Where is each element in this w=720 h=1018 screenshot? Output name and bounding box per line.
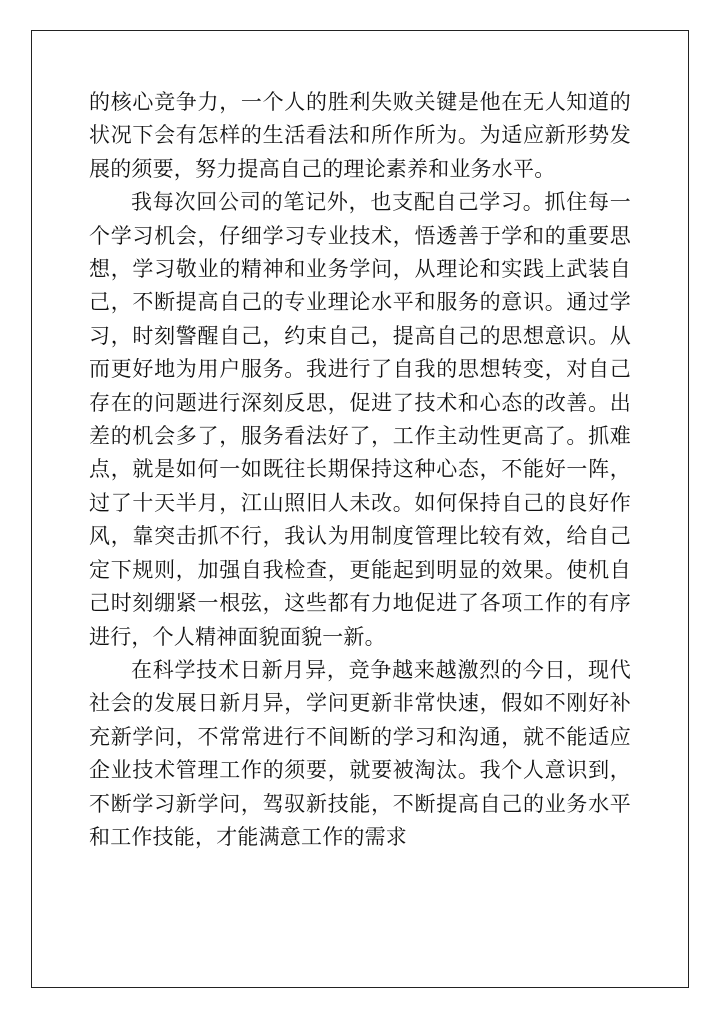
paragraph-1: 的核心竞争力，一个人的胜利失败关键是他在无人知道的状况下会有怎样的生活看法和所作所为。为适应新形势发展的须要，努力提高自己的理论素养和业务水平。 (89, 90, 631, 181)
paragraph-2: 我每次回公司的笔记外，也支配自己学习。抓住每一个学习机会，仔细学习专业技术，悟透善于学和的重要思想，学习敬业的精神和业务学问，从理论和实践上武装自己，不断提高自己的专业理论水平和服务的意识。通过学习，时刻警醒自己，约束自己，提高自己的思想意识。从而更好地为用户服务。我进行了自我的思想转变，对自己存在的问题进行深刻反思，促进了技术和心态的改善。出差的机会多了，服务看法好了，工作主动性更高了。抓难点，就是如何一如既往长期保持这种心态，不能好一阵，过了十天半月，江山照旧人未改。如何保持自己的良好作风，靠突击抓不行，我认为用制度管理比较有效，给自己定下规则，加强自我检查，更能起到明显的效果。使机自己时刻绷紧一根弦，这些都有力地促进了各项工作的有序进行，个人精神面貌面貌一新。 (89, 190, 631, 649)
paragraph-3: 在科学技术日新月异，竞争越来越激烈的今日，现代社会的发展日新月异，学问更新非常快速，假如不刚好补充新学问，不常常进行不间断的学习和沟通，就不能适应企业技术管理工作的须要，就要被淘汰。我个人意识到，不断学习新学问，驾驭新技能，不断提高自己的业务水平和工作技能，才能满意工作的需求 (89, 657, 631, 849)
document-body (89, 86, 631, 854)
